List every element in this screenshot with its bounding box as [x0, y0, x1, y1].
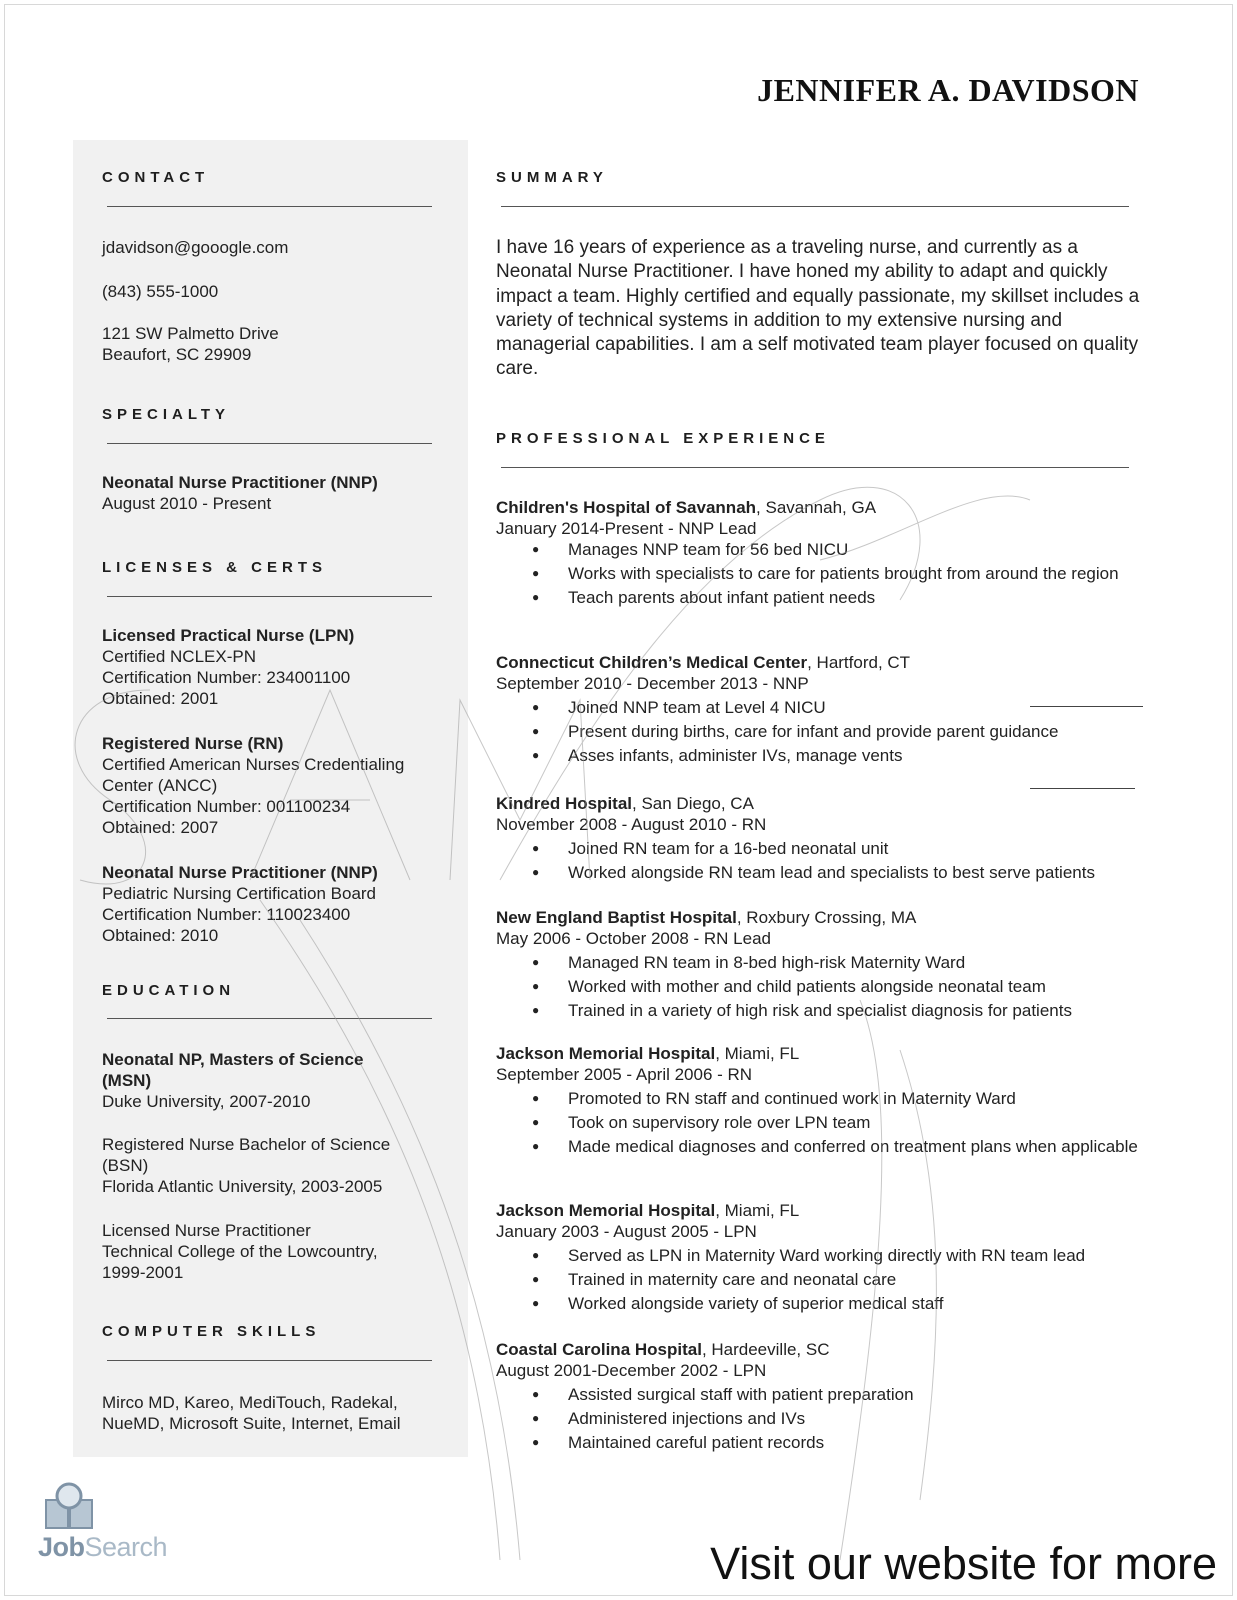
degree-name: Registered Nurse Bachelor of Science [102, 1135, 391, 1154]
job-employer: New England Baptist Hospital [496, 908, 737, 927]
job-employer: Kindred Hospital [496, 794, 633, 813]
contact-phone: (843) 555-1000 [102, 282, 219, 301]
degree-name: Neonatal NP, Masters of Science [102, 1050, 364, 1069]
license-line: Certification Number: 234001100 [102, 668, 351, 687]
address-line-2: Beaufort, SC 29909 [102, 345, 252, 364]
skills-line: Mirco MD, Kareo, MediTouch, Radekal, [102, 1393, 398, 1412]
degree-school: Duke University, 2007-2010 [102, 1092, 311, 1111]
job-bullets [496, 1088, 1156, 1157]
job-dates: August 2001-December 2002 - LPN [496, 1361, 767, 1380]
job-employer: Jackson Memorial Hospital [496, 1044, 716, 1063]
list-item: ● Promoted to RN staff and continued work in Maternity Ward [496, 1088, 1156, 1109]
watermark-stroke [1030, 788, 1135, 789]
job-entry [496, 1339, 1156, 1453]
job-dates: September 2005 - April 2006 - RN [496, 1065, 753, 1084]
list-item: ● Took on supervisory role over LPN team [496, 1112, 1156, 1133]
skills-rule [107, 1360, 432, 1361]
degree-school: Florida Atlantic University, 2003-2005 [102, 1177, 383, 1196]
license-item [102, 733, 404, 838]
list-item: ● Administered injections and IVs [496, 1408, 1156, 1429]
job-employer: Connecticut Children’s Medical Center [496, 653, 808, 672]
job-location: , Miami, FL [715, 1201, 800, 1220]
list-item: ● Worked alongside RN team lead and specialists to best serve patients [496, 862, 1156, 883]
experience-title: PROFESSIONAL EXPERIENCE [496, 430, 830, 447]
job-entry [496, 1043, 1156, 1157]
education-item [102, 1220, 378, 1283]
specialty-title: SPECIALTY [102, 406, 231, 423]
job-bullets [496, 539, 1156, 608]
list-item: ● Trained in maternity care and neonatal care [496, 1269, 1156, 1290]
job-dates: January 2014-Present - NNP Lead [496, 519, 757, 538]
list-item: ● Worked with mother and child patients alongside neonatal team [496, 976, 1156, 997]
list-item: ● Manages NNP team for 56 bed NICU [496, 539, 1156, 560]
contact-email: jdavidson@gooogle.com [102, 238, 289, 257]
job-entry [496, 907, 1156, 1021]
list-item: ● Trained in a variety of high risk and specialist diagnosis for patients [496, 1000, 1156, 1021]
degree-years: 1999-2001 [102, 1263, 184, 1282]
logo-job: Job [38, 1532, 85, 1562]
job-employer: Coastal Carolina Hospital [496, 1340, 702, 1359]
job-entry [496, 652, 1156, 766]
summary-title: SUMMARY [496, 169, 608, 186]
license-name: Registered Nurse (RN) [102, 734, 284, 753]
license-name: Licensed Practical Nurse (LPN) [102, 626, 355, 645]
license-line: Obtained: 2010 [102, 926, 219, 945]
list-item: ● Teach parents about infant patient needs [496, 587, 1156, 608]
job-dates: November 2008 - August 2010 - RN [496, 815, 767, 834]
list-item: ● Joined RN team for a 16-bed neonatal unit [496, 838, 1156, 859]
license-line: Pediatric Nursing Certification Board [102, 884, 377, 903]
job-location: , Savannah, GA [756, 498, 877, 517]
job-entry [496, 1200, 1156, 1314]
degree-school: Technical College of the Lowcountry, [102, 1242, 378, 1261]
list-item: ● Served as LPN in Maternity Ward working directly with RN team lead [496, 1245, 1156, 1266]
education-rule [107, 1018, 432, 1019]
experience-rule [501, 467, 1129, 468]
job-bullets [496, 952, 1156, 1021]
job-employer: Children's Hospital of Savannah [496, 498, 757, 517]
specialty-dates: August 2010 - Present [102, 494, 272, 513]
job-location: , San Diego, CA [632, 794, 754, 813]
address-line-1: 121 SW Palmetto Drive [102, 324, 279, 343]
education-item [102, 1134, 390, 1197]
list-item: ● Asses infants, administer IVs, manage vents [496, 745, 1156, 766]
license-line: Certified American Nurses Credentialing [102, 755, 405, 774]
degree-abbr: (MSN) [102, 1071, 152, 1090]
jobsearch-logo-icon [36, 1478, 132, 1538]
license-line: Obtained: 2007 [102, 818, 219, 837]
contact-address [102, 323, 279, 365]
license-item [102, 625, 354, 709]
license-line: Certification Number: 110023400 [102, 905, 351, 924]
list-item: ● Worked alongside variety of superior medical staff [496, 1293, 1156, 1314]
specialty-rule [107, 443, 432, 444]
watermark-stroke [1030, 706, 1143, 707]
jobsearch-logo-text [38, 1532, 167, 1563]
licenses-rule [107, 596, 432, 597]
license-line: Certified NCLEX-PN [102, 647, 256, 666]
visit-website-banner[interactable]: Visit our website for more [710, 1538, 1217, 1589]
license-line: Obtained: 2001 [102, 689, 219, 708]
contact-title: CONTACT [102, 169, 210, 186]
specialty-role: Neonatal Nurse Practitioner (NNP) [102, 473, 378, 492]
job-bullets [496, 1384, 1156, 1453]
job-location: , Roxbury Crossing, MA [736, 908, 917, 927]
job-bullets [496, 838, 1156, 883]
job-dates: September 2010 - December 2013 - NNP [496, 674, 809, 693]
education-title: EDUCATION [102, 982, 236, 999]
skills-title: COMPUTER SKILLS [102, 1323, 321, 1340]
job-dates: May 2006 - October 2008 - RN Lead [496, 929, 771, 948]
job-employer: Jackson Memorial Hospital [496, 1201, 716, 1220]
list-item: ● Maintained careful patient records [496, 1432, 1156, 1453]
license-line: Center (ANCC) [102, 776, 218, 795]
list-item: ● Managed RN team in 8-bed high-risk Maternity Ward [496, 952, 1156, 973]
degree-abbr: (BSN) [102, 1156, 149, 1175]
list-item: ● Present during births, care for infant and provide parent guidance [496, 721, 1156, 742]
logo-search: Search [84, 1532, 168, 1562]
job-location: , Hartford, CT [807, 653, 911, 672]
licenses-title: LICENSES & CERTS [102, 559, 328, 576]
summary-text: I have 16 years of experience as a traveling nurse, and currently as a Neonatal Nurse Practitioner. I have honed my ability to adapt and quickly impact a team. Highly certified and equally passionate, my skillset includes a variety of technical systems in addition to my extensive nursing and managerial capabilities. I am a self motivated team player focused on quality care. [496, 237, 1140, 380]
job-dates: January 2003 - August 2005 - LPN [496, 1222, 757, 1241]
skills-list [102, 1392, 401, 1434]
license-name: Neonatal Nurse Practitioner (NNP) [102, 863, 378, 882]
license-item [102, 862, 378, 946]
list-item: ● Joined NNP team at Level 4 NICU [496, 697, 1156, 718]
skills-line: NueMD, Microsoft Suite, Internet, Email [102, 1414, 401, 1433]
list-item: ● Works with specialists to care for patients brought from around the region [496, 563, 1156, 584]
job-bullets [496, 1245, 1156, 1314]
list-item: ● Made medical diagnoses and conferred on treatment plans when applicable [496, 1136, 1156, 1157]
job-location: , Hardeeville, SC [701, 1340, 830, 1359]
job-location: , Miami, FL [715, 1044, 800, 1063]
degree-name: Licensed Nurse Practitioner [102, 1221, 311, 1240]
license-line: Certification Number: 001100234 [102, 797, 351, 816]
summary-rule [501, 206, 1129, 207]
contact-rule [107, 206, 432, 207]
job-entry [496, 497, 1156, 608]
job-entry [496, 793, 1156, 883]
education-item [102, 1049, 363, 1112]
specialty-block [102, 472, 378, 514]
list-item: ● Assisted surgical staff with patient preparation [496, 1384, 1156, 1405]
candidate-name: JENNIFER A. DAVIDSON [757, 72, 1139, 108]
job-bullets [496, 697, 1156, 766]
